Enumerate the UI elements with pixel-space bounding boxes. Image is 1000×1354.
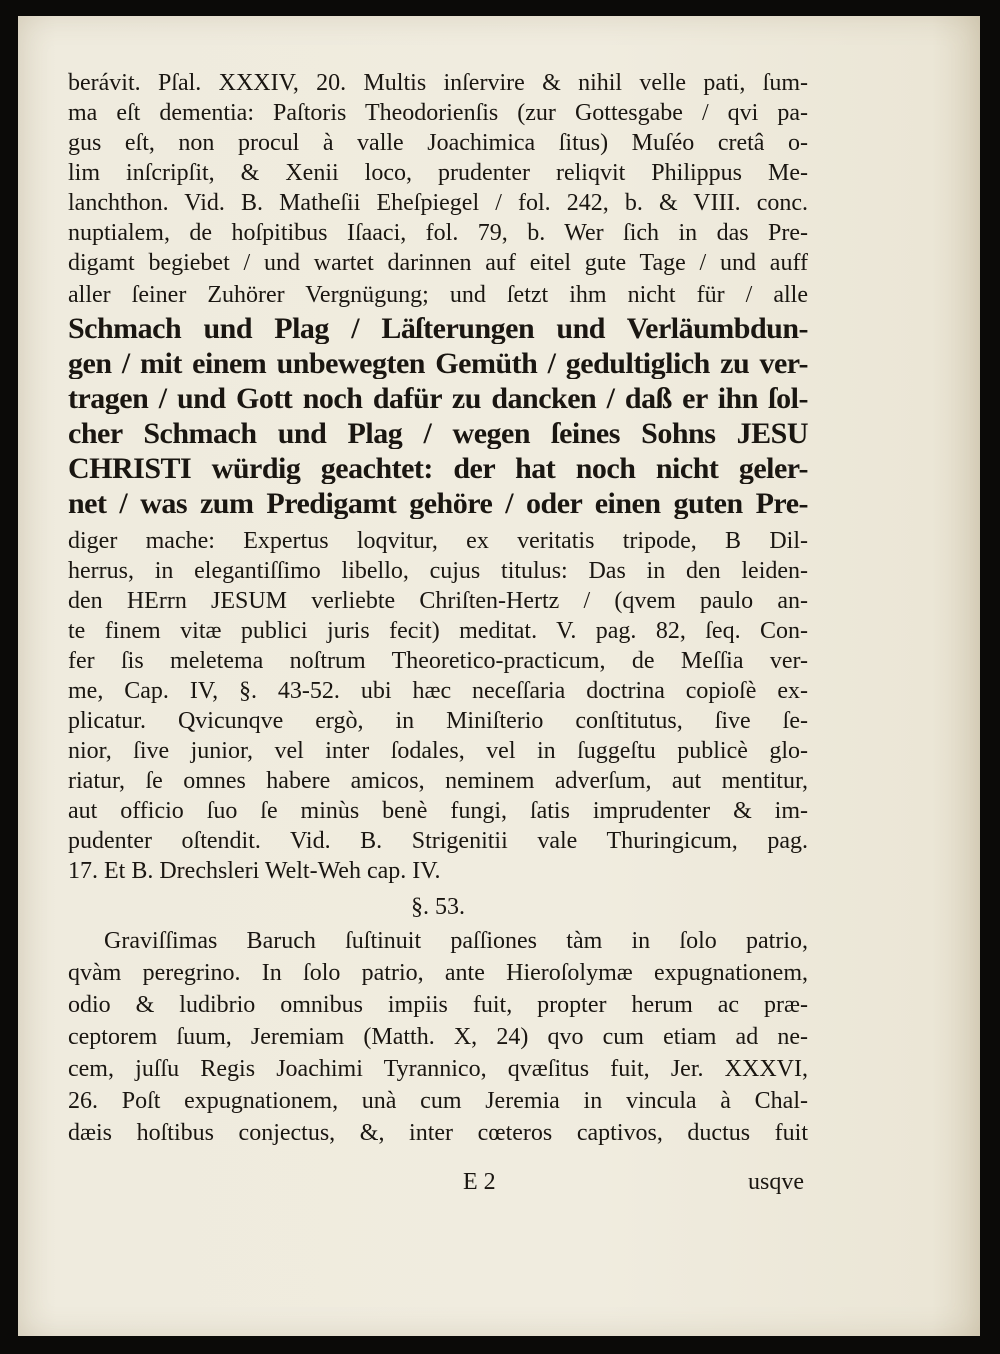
text-line: aller ſeiner Zuhörer Vergnügung; und ſetzt ihm nicht für / alle [68,282,808,308]
text-line-large: gen / mit einem unbewegten Gemüth / gedultiglich zu ver- [68,349,808,379]
text-line: digamt begiebet / und wartet darinnen auf eitel gute Tage / und auff [68,250,808,276]
text-line: dæis hoſtibus conjectus, &, inter cœteros captivos, ductus fuit [68,1120,808,1146]
book-page [18,16,980,1336]
text-line: nior, ſive junior, vel inter ſodales, vel in ſuggeſtu publicè glo- [68,738,808,764]
text-line-large: tragen / und Gott noch dafür zu dancken / daß er ihn ſol- [68,384,808,414]
text-line: plicatur. Qvicunqve ergò, in Miniſterio conſtitutus, ſive ſe- [68,708,808,734]
catchword: usqve [748,1169,804,1195]
text-line: 26. Poſt expugnationem, unà cum Jeremia in vincula à Chal- [68,1088,808,1114]
text-line: diger mache: Expertus loqvitur, ex veritatis tripode, B Dil- [68,528,808,554]
signature-mark: E 2 [463,1169,496,1195]
text-line: nuptialem, de hoſpitibus Iſaaci, fol. 79, b. Wer ſich in das Pre- [68,220,808,246]
text-line: Graviſſimas Baruch ſuſtinuit paſſiones tàm in ſolo patrio, [104,928,808,954]
text-line: riatur, ſe omnes habere amicos, neminem adverſum, aut mentitur, [68,768,808,794]
text-line: lim inſcripſit, & Xenii loco, prudenter reliqvit Philippus Me- [68,160,808,186]
text-line-large: CHRISTI würdig geachtet: der hat noch nicht geler- [68,454,808,484]
text-line: me, Cap. IV, §. 43-52. ubi hæc neceſſaria doctrina copioſè ex- [68,678,808,704]
text-line: ma eſt dementia: Paſtoris Theodorienſis (zur Gottesgabe / qvi pa- [68,100,808,126]
text-line: odio & ludibrio omnibus impiis fuit, propter herum ac præ- [68,992,808,1018]
text-line: pudenter oſtendit. Vid. B. Strigenitii vale Thuringicum, pag. [68,828,808,854]
text-line: ceptorem ſuum, Jeremiam (Matth. X, 24) qvo cum etiam ad ne- [68,1024,808,1050]
text-line: aut officio ſuo ſe minùs benè fungi, ſatis imprudenter & im- [68,798,808,824]
text-line: fer ſis meletema noſtrum Theoretico-practicum, de Meſſia ver- [68,648,808,674]
text-line-large: net / was zum Predigamt gehöre / oder einen guten Pre- [68,489,808,519]
text-line: lanchthon. Vid. B. Matheſii Eheſpiegel / fol. 242, b. & VIII. conc. [68,190,808,216]
text-line: te finem vitæ publici juris fecit) meditat. V. pag. 82, ſeq. Con- [68,618,808,644]
text-line: gus eſt, non procul à valle Joachimica ſitus) Muſéo cretâ o- [68,130,808,156]
text-line: cem, juſſu Regis Joachimi Tyrannico, qvæſitus fuit, Jer. XXXVI, [68,1056,808,1082]
section-number: §. 53. [411,894,465,920]
text-line: berávit. Pſal. XXXIV, 20. Multis inſervire & nihil velle pati, ſum- [68,70,808,96]
text-line-large: cher Schmach und Plag / wegen ſeines Sohns JESU [68,419,808,449]
text-line: qvàm peregrino. In ſolo patrio, ante Hieroſolymæ expugnationem, [68,960,808,986]
text-line: herrus, in elegantiſſimo libello, cujus titulus: Das in den leiden- [68,558,808,584]
text-line-large: Schmach und Plag / Läſterungen und Verläumbdun- [68,314,808,344]
text-line: den HErrn JESUM verliebte Chriſten-Hertz / (qvem paulo an- [68,588,808,614]
text-line: 17. Et B. Drechsleri Welt-Weh cap. IV. [68,858,441,884]
